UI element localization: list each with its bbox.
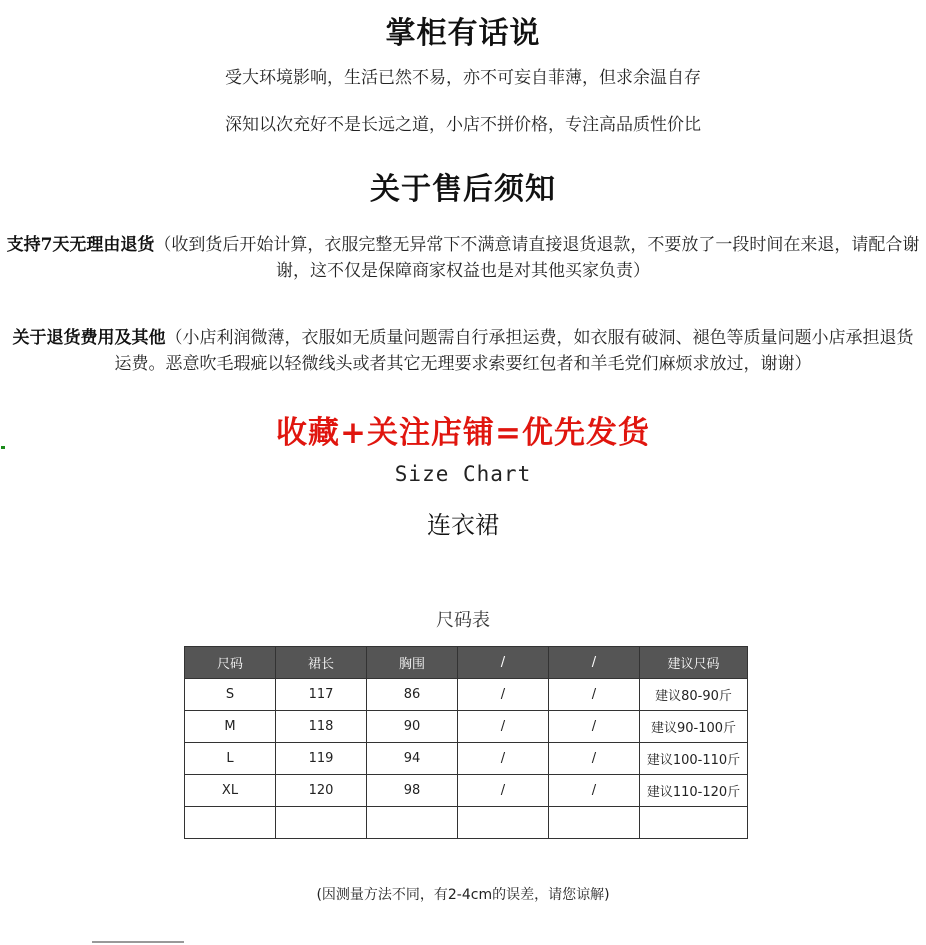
table-cell: / (458, 711, 549, 743)
table-cell (185, 807, 276, 839)
table-cell: 86 (367, 679, 458, 711)
table-cell: 94 (367, 743, 458, 775)
table-cell: / (549, 679, 640, 711)
size-table (184, 646, 748, 839)
table-cell: XL (185, 775, 276, 807)
table-cell: 建议110-120斤 (640, 775, 748, 807)
table-cell: 118 (276, 711, 367, 743)
table-cell: / (458, 679, 549, 711)
table-cell (640, 807, 748, 839)
table-cell: 98 (367, 775, 458, 807)
promo-banner: 收藏+关注店铺=优先发货 (276, 415, 650, 451)
header-length: 裙长 (276, 647, 367, 679)
table-cell: 117 (276, 679, 367, 711)
header-size: 尺码 (185, 647, 276, 679)
size-chart-label: Size Chart (394, 462, 532, 486)
return-policy (6, 232, 920, 284)
table-row (185, 775, 748, 807)
table-cell: 90 (367, 711, 458, 743)
table-cell: 建议90-100斤 (640, 711, 748, 743)
header-blank-2: / (549, 647, 640, 679)
table-cell: S (185, 679, 276, 711)
table-cell: / (549, 743, 640, 775)
header-bust: 胸围 (367, 647, 458, 679)
header-blank-1: / (458, 647, 549, 679)
shopkeeper-line-1: 受大环境影响，生活已然不易，亦不可妄自菲薄，但求余温自存 (225, 68, 701, 88)
size-table-header-row (185, 647, 748, 679)
table-row (185, 743, 748, 775)
return-policy-bold: 支持7天无理由退货 (6, 235, 155, 255)
table-cell: 119 (276, 743, 367, 775)
shopkeeper-title: 掌柜有话说 (385, 16, 541, 51)
table-cell: 建议80-90斤 (640, 679, 748, 711)
table-cell (367, 807, 458, 839)
bottom-divider (92, 941, 184, 943)
table-row-empty (185, 807, 748, 839)
table-row (185, 679, 748, 711)
return-policy-text: （收到货后开始计算，衣服完整无异常下不满意请直接退货退款，不要放了一段时间在来退，请配合谢谢，这不仅是保障商家权益也是对其他买家负责） (154, 235, 920, 281)
table-cell: 120 (276, 775, 367, 807)
table-cell (458, 807, 549, 839)
measurement-note: (因测量方法不同，有2-4cm的误差，请您谅解) (316, 887, 610, 903)
table-cell: 建议100-110斤 (640, 743, 748, 775)
table-cell: / (549, 775, 640, 807)
table-row (185, 711, 748, 743)
table-cell: / (458, 743, 549, 775)
size-table-title: 尺码表 (436, 610, 490, 631)
after-sales-title: 关于售后须知 (370, 172, 556, 207)
table-cell (276, 807, 367, 839)
table-cell: M (185, 711, 276, 743)
product-name: 连衣裙 (427, 511, 499, 539)
table-cell: / (549, 711, 640, 743)
header-recommend: 建议尺码 (640, 647, 748, 679)
fee-policy (6, 325, 920, 377)
fee-policy-text: （小店利润微薄，衣服如无质量问题需自行承担运费，如衣服有破洞、褪色等质量问题小店承担退货运费。恶意吹毛瑕疵以轻微线头或者其它无理要求索要红包者和羊毛党们麻烦求放过，谢谢） (114, 328, 914, 374)
table-cell: L (185, 743, 276, 775)
shopkeeper-line-2: 深知以次充好不是长远之道，小店不拼价格，专注高品质性价比 (225, 115, 701, 135)
table-cell (549, 807, 640, 839)
fee-policy-bold: 关于退货费用及其他 (12, 328, 166, 348)
table-cell: / (458, 775, 549, 807)
